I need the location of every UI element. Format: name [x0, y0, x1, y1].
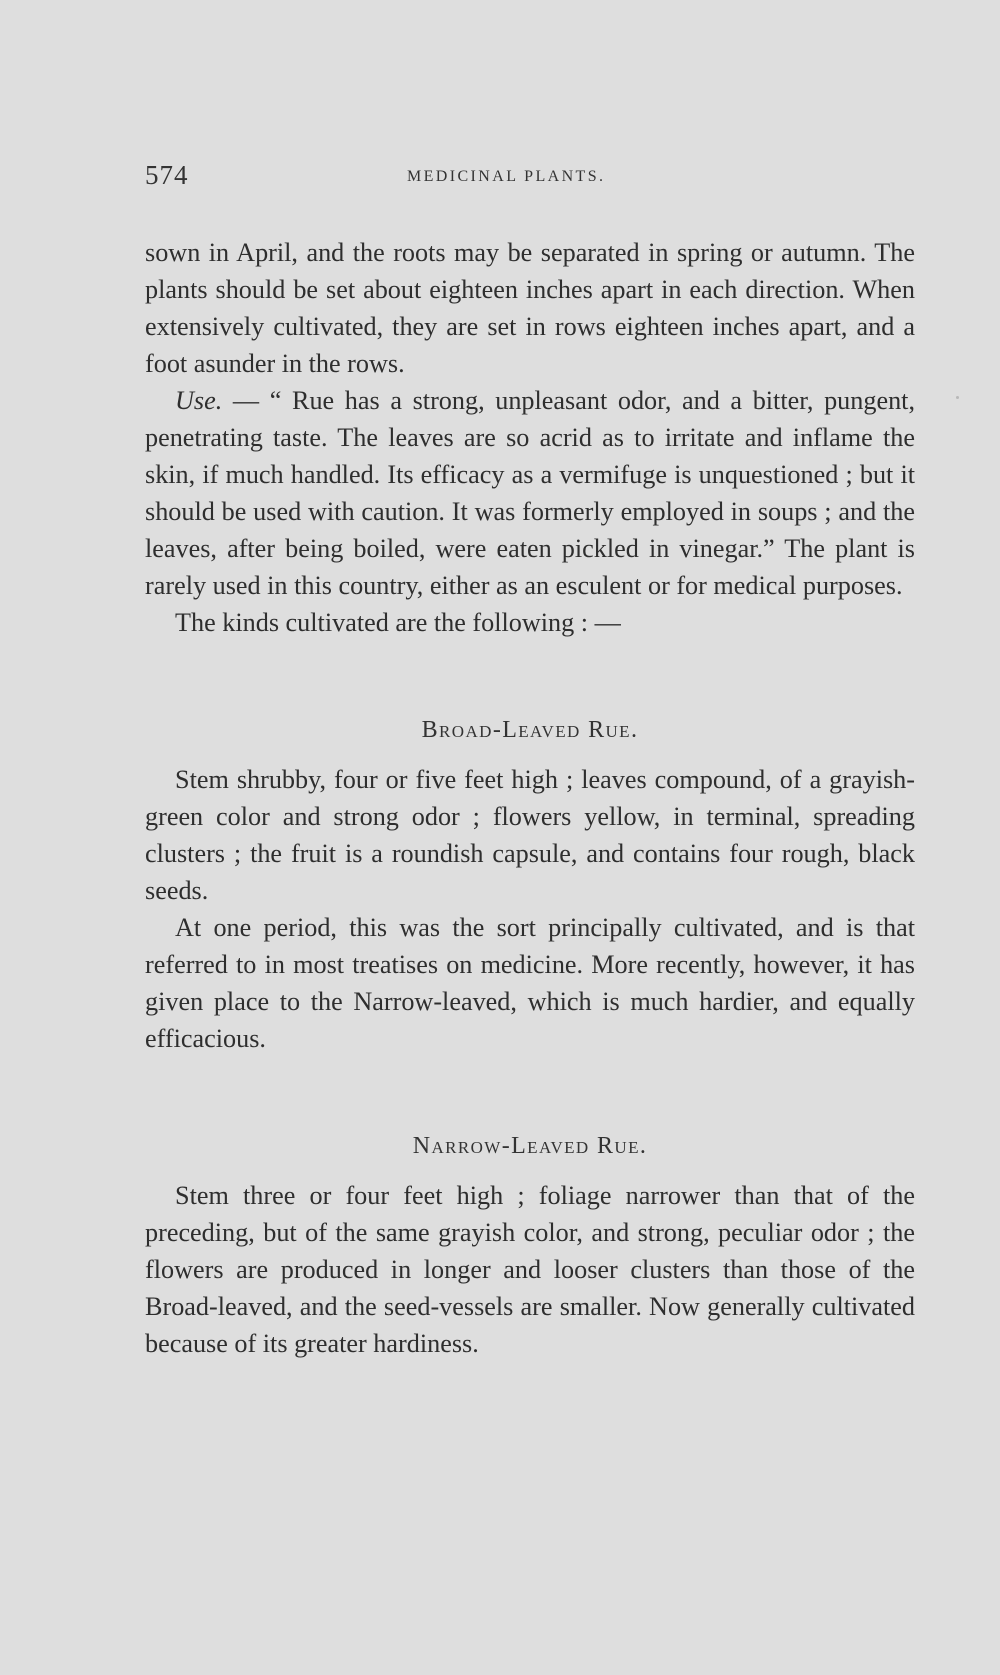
paragraph-broad-leaved-description: Stem shrubby, four or five feet high ; leaves compound, of a grayish-green color and strong odor ; flowers yellow, in terminal, spreading clusters ; the fruit is a roundish capsule, and contains four rough, black seeds. [145, 765, 915, 905]
paragraph-narrow-leaved-description: Stem three or four feet high ; foliage narrower than that of the preceding, but of the same grayish color, and strong, peculiar odor ; the flowers are produced in longer and looser clusters than those of the Broad-leaved, and the seed-vessels are smaller. Now generally cultivated because of its greater hardiness. [145, 1181, 915, 1358]
paragraph-kinds-intro: The kinds cultivated are the following : — [175, 608, 621, 637]
running-head: MEDICINAL PLANTS. [407, 168, 606, 185]
paragraph-broad-leaved-history: At one period, this was the sort principally cultivated, and is that referred to in most treatises on medicine. More recently, however, it has given place to the Narrow-leaved, which is much hardier, and equally efficacious. [145, 913, 915, 1053]
scan-speck [956, 396, 959, 399]
page-header [145, 160, 915, 200]
use-text: — “ Rue has a strong, unpleasant odor, and a bitter, pungent, penetrating taste. The leaves are so acrid as to irritate and inflame the skin, if much handled. Its efficacy as a vermifuge is unquestioned ; but it should be used with caution. It was formerly employed in soups ; and the leaves, after being boiled, were eaten pickled in vinegar.” The plant is rarely used in this country, either as an esculent or for medical purposes. [145, 386, 915, 600]
page-body [145, 234, 915, 1362]
paragraph-use [145, 382, 915, 604]
paragraph-continuation: sown in April, and the roots may be separated in spring or autumn. The plants should be set about eighteen inches apart in each direction. When extensively cultivated, they are set in rows eighteen inches apart, and a foot asunder in the rows. [145, 238, 915, 378]
page-number: 574 [145, 160, 189, 190]
section-heading-narrow-leaved-rue: Narrow-Leaved Rue. [412, 1133, 648, 1159]
section-heading-broad-leaved-rue: Broad-Leaved Rue. [421, 717, 639, 743]
use-label: Use. [175, 386, 223, 415]
